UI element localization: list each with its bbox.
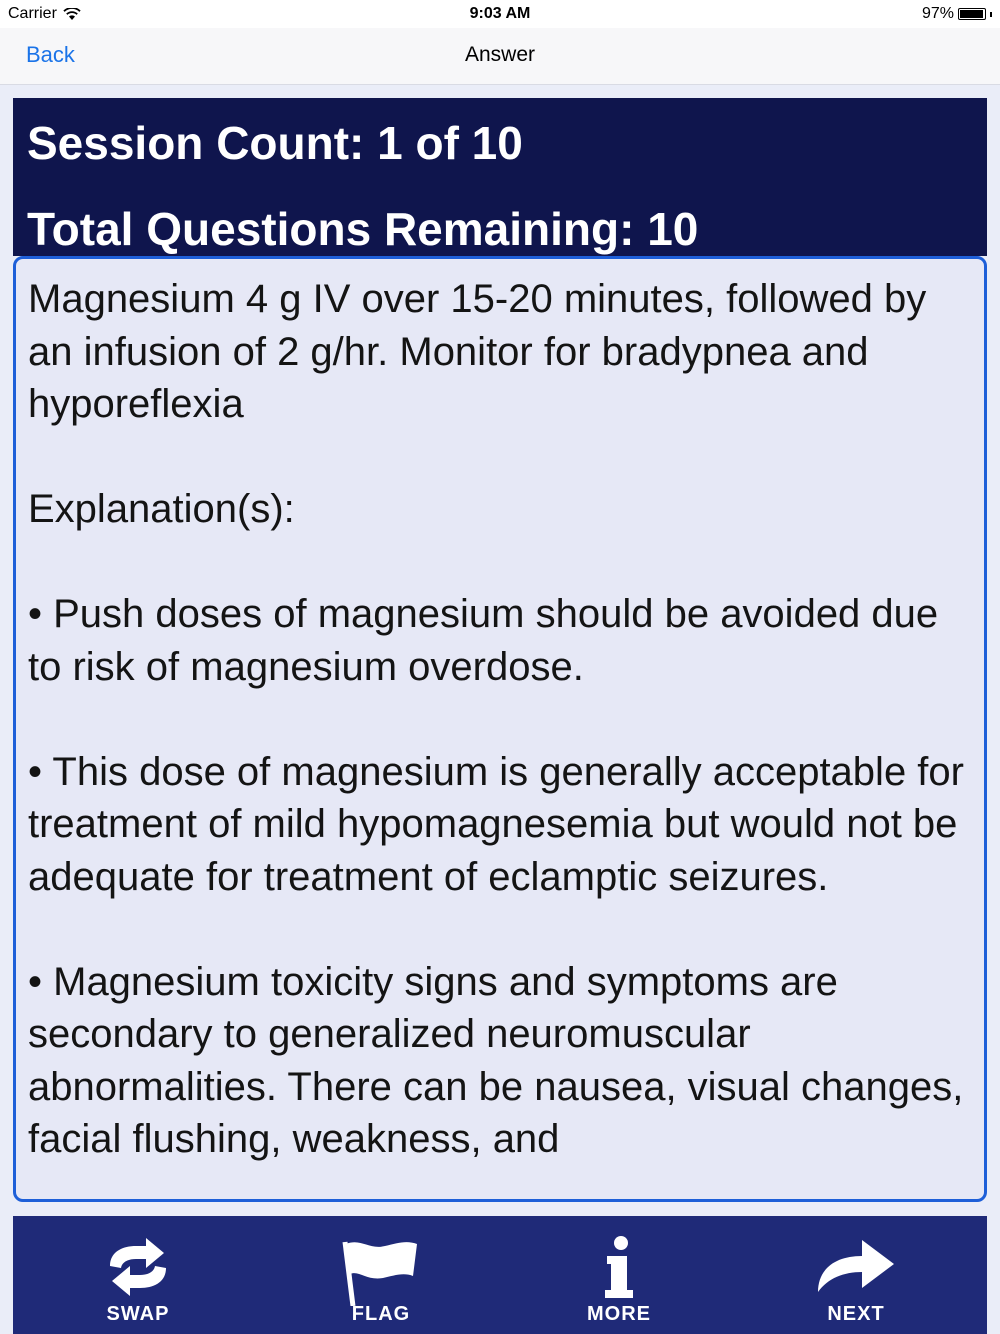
- next-button[interactable]: [776, 1216, 936, 1334]
- bottom-toolbar: [13, 1216, 987, 1334]
- explanation-bullet: • Push doses of magnesium should be avoided due to risk of magnesium overdose.: [28, 592, 939, 689]
- battery-icon: [958, 8, 986, 20]
- explanation-bullet: • Magnesium toxicity signs and symptoms are secondary to generalized neuromuscular abnormalities. There can be nausea, visual changes, facial flushing, weakness, and: [28, 959, 964, 1161]
- battery-indicator: [922, 5, 992, 23]
- back-button[interactable]: Back: [26, 42, 75, 67]
- explanation-bullet: • This dose of magnesium is generally acceptable for treatment of mild hypomagnesemia but would not be adequate for treatment of eclamptic seizures.: [28, 749, 964, 899]
- session-count: Session Count: 1 of 10: [27, 117, 523, 169]
- swap-button[interactable]: [58, 1216, 218, 1334]
- status-bar: [0, 0, 1000, 28]
- navigation-bar: [0, 28, 1000, 85]
- flag-label: FLAG: [351, 1303, 411, 1325]
- swap-label: SWAP: [106, 1303, 170, 1325]
- answer-content: [28, 273, 968, 1166]
- flag-button[interactable]: [301, 1216, 461, 1334]
- battery-percent: 97%: [921, 5, 954, 22]
- swap-arrows-icon: [100, 1236, 176, 1298]
- answer-main: Magnesium 4 g IV over 15-20 minutes, followed by an infusion of 2 g/hr. Monitor for bradypnea and hyporeflexia: [28, 277, 927, 426]
- clock: 9:03 AM: [469, 5, 531, 22]
- page-title: Answer: [464, 43, 536, 66]
- info-icon: [599, 1236, 639, 1300]
- carrier-label: Carrier: [8, 5, 57, 22]
- answer-text-view[interactable]: [13, 256, 987, 1202]
- session-header: [13, 98, 987, 256]
- more-button[interactable]: [539, 1216, 699, 1334]
- forward-arrow-icon: [814, 1236, 898, 1296]
- explanation-heading: Explanation(s):: [28, 487, 295, 531]
- questions-remaining: Total Questions Remaining: 10: [27, 203, 699, 255]
- next-label: NEXT: [827, 1303, 885, 1325]
- more-label: MORE: [587, 1303, 651, 1325]
- flag-icon: [339, 1236, 423, 1306]
